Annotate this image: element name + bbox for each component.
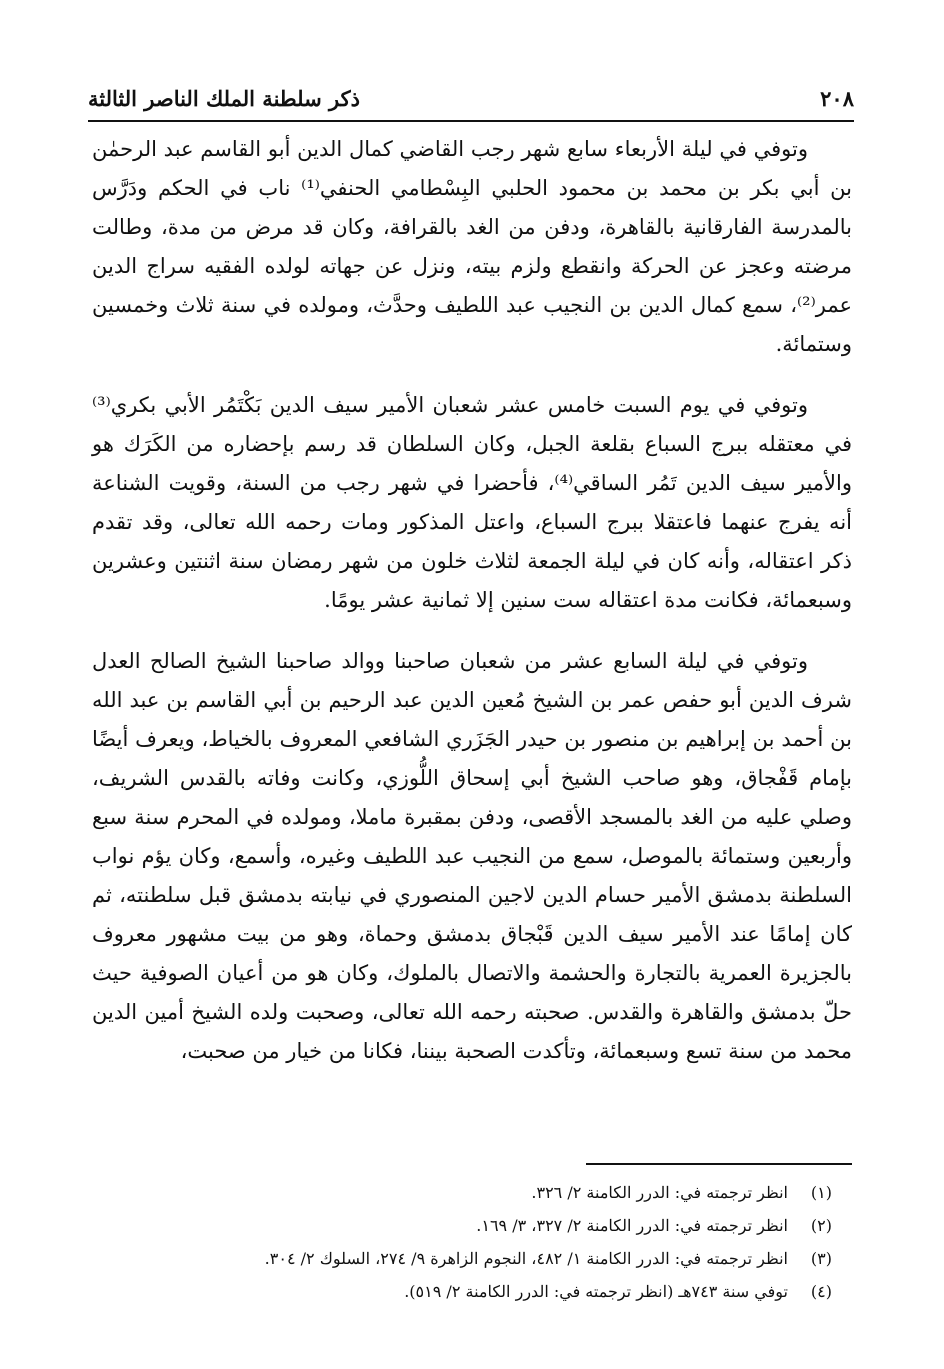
footnote [92, 1176, 832, 1209]
footnote-text: انظر ترجمته في: الدرر الكامنة ١/ ٤٨٢، النجوم الزاهرة ٩/ ٢٧٤، السلوك ٢/ ٣٠٤. [264, 1249, 788, 1268]
paragraph: وتوفي في يوم السبت خامس عشر شعبان الأمير سيف الدين بَكْتَمُر الأبي بكري⁽³⁾ في معتقله ببرج السباع بقلعة الجبل، وكان السلطان قد رسم بإحضاره من الكَرَك هو والأمير سيف الدين تَمُر الساقي⁽⁴⁾، فأحضرا في شهر رجب من السنة، وقويت الشناعة أنه يفرج عنهما فاعتقلا ببرج السباع، واعتل المذكور ومات رحمه الله تعالى، وقد تقدم ذكر اعتقاله، وأنه كان في ليلة الجمعة لثلاث خلون من شهر رمضان سنة اثنتين وعشرين وسبعمائة، فكانت مدة اعتقاله ست سنين إلا ثمانية عشر يومًا. [92, 393, 852, 612]
footnote [92, 1275, 832, 1308]
footnote-text: انظر ترجمته في: الدرر الكامنة ٢/ ٣٢٧، ٣/ ١٦٩. [476, 1216, 788, 1235]
main-text [92, 130, 852, 1093]
running-title: ذكر سلطنة الملك الناصر الثالثة [88, 85, 360, 111]
page-header [88, 82, 854, 114]
footnotes [92, 1176, 832, 1308]
page-number: ٢٠٨ [820, 85, 854, 111]
paragraph: وتوفي في ليلة الأربعاء سابع شهر رجب القاضي كمال الدين أبو القاسم عبد الرحمٰن بن أبي بكر بن محمد بن محمود الحلبي البِسْطامي الحنفي⁽¹⁾ ناب في الحكم ودَرَّس بالمدرسة الفارقانية بالقاهرة، ودفن من الغد بالقرافة، وكان قد مرض من مدة، وطالت مرضته وعجز عن الحركة وانقطع ولزم بيته، ونزل عن جهاته لولده الفقيه سراج الدين عمر⁽²⁾، سمع كمال الدين بن النجيب عبد اللطيف وحدَّث، ومولده في سنة ثلاث وخمسين وستمائة. [92, 137, 852, 356]
paragraph: وتوفي في ليلة السابع عشر من شعبان صاحبنا ووالد صاحبنا الشيخ الصالح العدل شرف الدين أبو حفص عمر بن الشيخ مُعين الدين عبد الرحيم بن أبي القاسم بن عبد الله بن أحمد بن إبراهيم بن منصور بن حيدر الجَزَري الشافعي المعروف بالخياط، ويعرف أيضًا بإمام قَفْجاق، وهو صاحب الشيخ أبي إسحاق اللُّوزي، وكانت وفاته بالقدس الشريف، وصلي عليه من الغد بالمسجد الأقصى، ودفن بمقبرة ماملا، ومولده في المحرم سنة سبع وأربعين وستمائة بالموصل، سمع من النجيب عبد اللطيف وغيره، وأسمع، وكان يؤم نواب السلطنة بدمشق الأمير حسام الدين لاجين المنصوري في نيابته بدمشق قبل سلطنته، ثم كان إمامًا عند الأمير سيف الدين قَبْجاق بدمشق وحماة، وهو من بيت مشهور معروف بالجزيرة العمرية بالتجارة والحشمة والاتصال بالملوك، وكان هو من أعيان الصوفية حيث حلّ بدمشق والقاهرة والقدس. صحبته رحمه الله تعالى، وصحبت ولده الشيخ أمين الدين محمد من سنة تسع وسبعمائة، وتأكدت الصحبة بيننا، فكانا من خيار من صحبت، [92, 649, 852, 1063]
footnote-text: توفي سنة ٧٤٣هـ (انظر ترجمته في: الدرر الكامنة ٢/ ٥١٩). [404, 1282, 788, 1301]
footnote-number: (٣) [810, 1249, 832, 1268]
footnote [92, 1209, 832, 1242]
footnote-number: (٤) [810, 1282, 832, 1301]
footnote-rule [586, 1163, 852, 1165]
footnote-text: انظر ترجمته في: الدرر الكامنة ٢/ ٣٢٦. [531, 1183, 788, 1202]
footnote [92, 1242, 832, 1275]
footnote-number: (٢) [810, 1216, 832, 1235]
footnote-number: (١) [810, 1183, 832, 1202]
header-rule [88, 120, 854, 122]
